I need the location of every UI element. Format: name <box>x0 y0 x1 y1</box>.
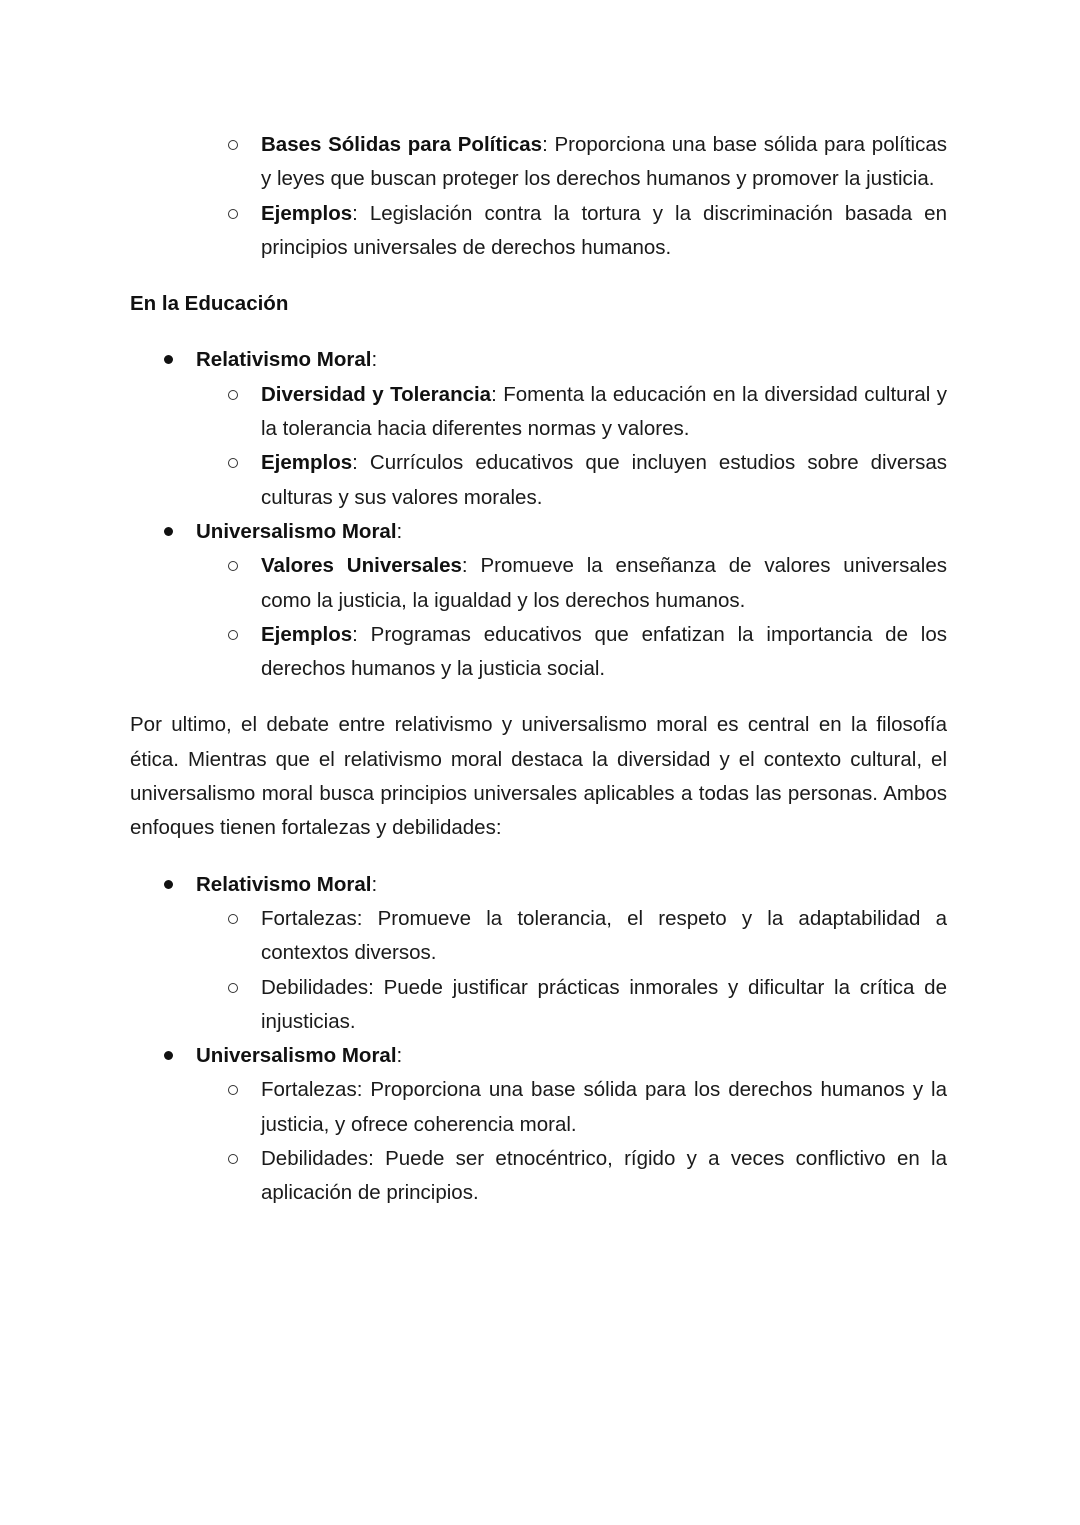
item-suffix: : <box>371 348 378 372</box>
list-item <box>130 128 947 197</box>
hollow-bullet-icon <box>228 983 238 993</box>
sublist <box>196 902 947 1039</box>
item-text: Fortalezas: Promueve la tolerancia, el respeto y la adaptabilidad a contextos diversos. <box>261 906 947 965</box>
hollow-bullet-icon <box>228 140 238 150</box>
conclusion-list <box>130 868 947 1211</box>
item-text: : Programas educativos que enfatizan la importancia de los derechos humanos y la justicia social. <box>261 622 947 681</box>
item-text: Debilidades: Puede ser etnocéntrico, rígido y a veces conflictivo en la aplicación de principios. <box>261 1147 947 1205</box>
hollow-bullet-icon <box>228 1154 238 1164</box>
list-item <box>196 378 947 447</box>
list-item <box>196 1073 947 1142</box>
spacer <box>130 846 947 868</box>
item-text: : Proporciona una base sólida para políticas y leyes que buscan proteger los derechos humanos y promover la justicia. <box>261 133 947 191</box>
item-text: : Currículos educativos que incluyen estudios sobre diversas culturas y sus valores morales. <box>261 451 947 509</box>
item-suffix: : <box>396 1044 403 1068</box>
list-item <box>130 197 947 266</box>
item-term: Ejemplos <box>261 451 353 475</box>
sublist <box>196 549 947 686</box>
item-text: : Fomenta la educación en la diversidad cultural y la tolerancia hacia diferentes normas y valores. <box>261 382 948 441</box>
list-item <box>130 1039 947 1210</box>
item-text: : Legislación contra la tortura y la discriminación basada en principios universales de derechos humanos. <box>261 201 947 259</box>
item-term: Ejemplos <box>261 201 353 225</box>
hollow-bullet-icon <box>228 390 238 400</box>
item-term: Valores Universales <box>261 554 462 578</box>
bullet-icon <box>164 527 173 536</box>
item-text: : Promueve la enseñanza de valores universales como la justicia, la igualdad y los derechos humanos. <box>261 554 947 612</box>
item-suffix: : <box>396 519 403 543</box>
conclusion-paragraph: Por ultimo, el debate entre relativismo y universalismo moral es central en la filosofía ética. Mientras que el relativismo moral destaca la diversidad y el contexto cultural, el universalismo moral busca principios universales aplicables a todas las personas. Ambos enfoques tienen fortalezas y debilidades: <box>130 713 947 840</box>
hollow-bullet-icon <box>228 458 238 468</box>
bullet-icon <box>164 880 173 889</box>
hollow-bullet-icon <box>228 630 238 640</box>
item-text: Debilidades: Puede justificar prácticas inmorales y dificultar la crítica de injusticias. <box>261 975 947 1033</box>
item-label: Relativismo Moral <box>196 348 372 372</box>
sublist <box>196 378 947 515</box>
list-item <box>130 868 947 1039</box>
list-item <box>196 902 947 971</box>
document-page <box>130 128 947 1211</box>
list-item <box>196 618 947 687</box>
list-item <box>130 515 947 686</box>
bullet-icon <box>164 355 173 364</box>
item-term: Bases Sólidas para Políticas <box>261 133 543 156</box>
education-list <box>130 343 947 686</box>
section-heading: En la Educación <box>130 292 289 316</box>
hollow-bullet-icon <box>228 914 238 924</box>
item-label: Relativismo Moral <box>196 872 372 896</box>
item-label: Universalismo Moral <box>196 1044 397 1068</box>
list-item <box>130 343 947 514</box>
list-item <box>196 1142 947 1211</box>
hollow-bullet-icon <box>228 561 238 571</box>
item-suffix: : <box>371 872 378 896</box>
item-term: Ejemplos <box>261 622 353 646</box>
list-item <box>196 549 947 618</box>
spacer <box>130 686 947 708</box>
hollow-bullet-icon <box>228 209 238 219</box>
item-text: Fortalezas: Proporciona una base sólida para los derechos humanos y la justicia, y ofrece coherencia moral. <box>261 1078 947 1136</box>
list-item <box>196 971 947 1040</box>
list-item <box>196 446 947 515</box>
item-term: Diversidad y Tolerancia <box>261 382 492 406</box>
bullet-icon <box>164 1051 173 1060</box>
sublist <box>196 1073 947 1210</box>
intro-sublist <box>130 128 947 265</box>
hollow-bullet-icon <box>228 1085 238 1095</box>
item-label: Universalismo Moral <box>196 519 397 543</box>
